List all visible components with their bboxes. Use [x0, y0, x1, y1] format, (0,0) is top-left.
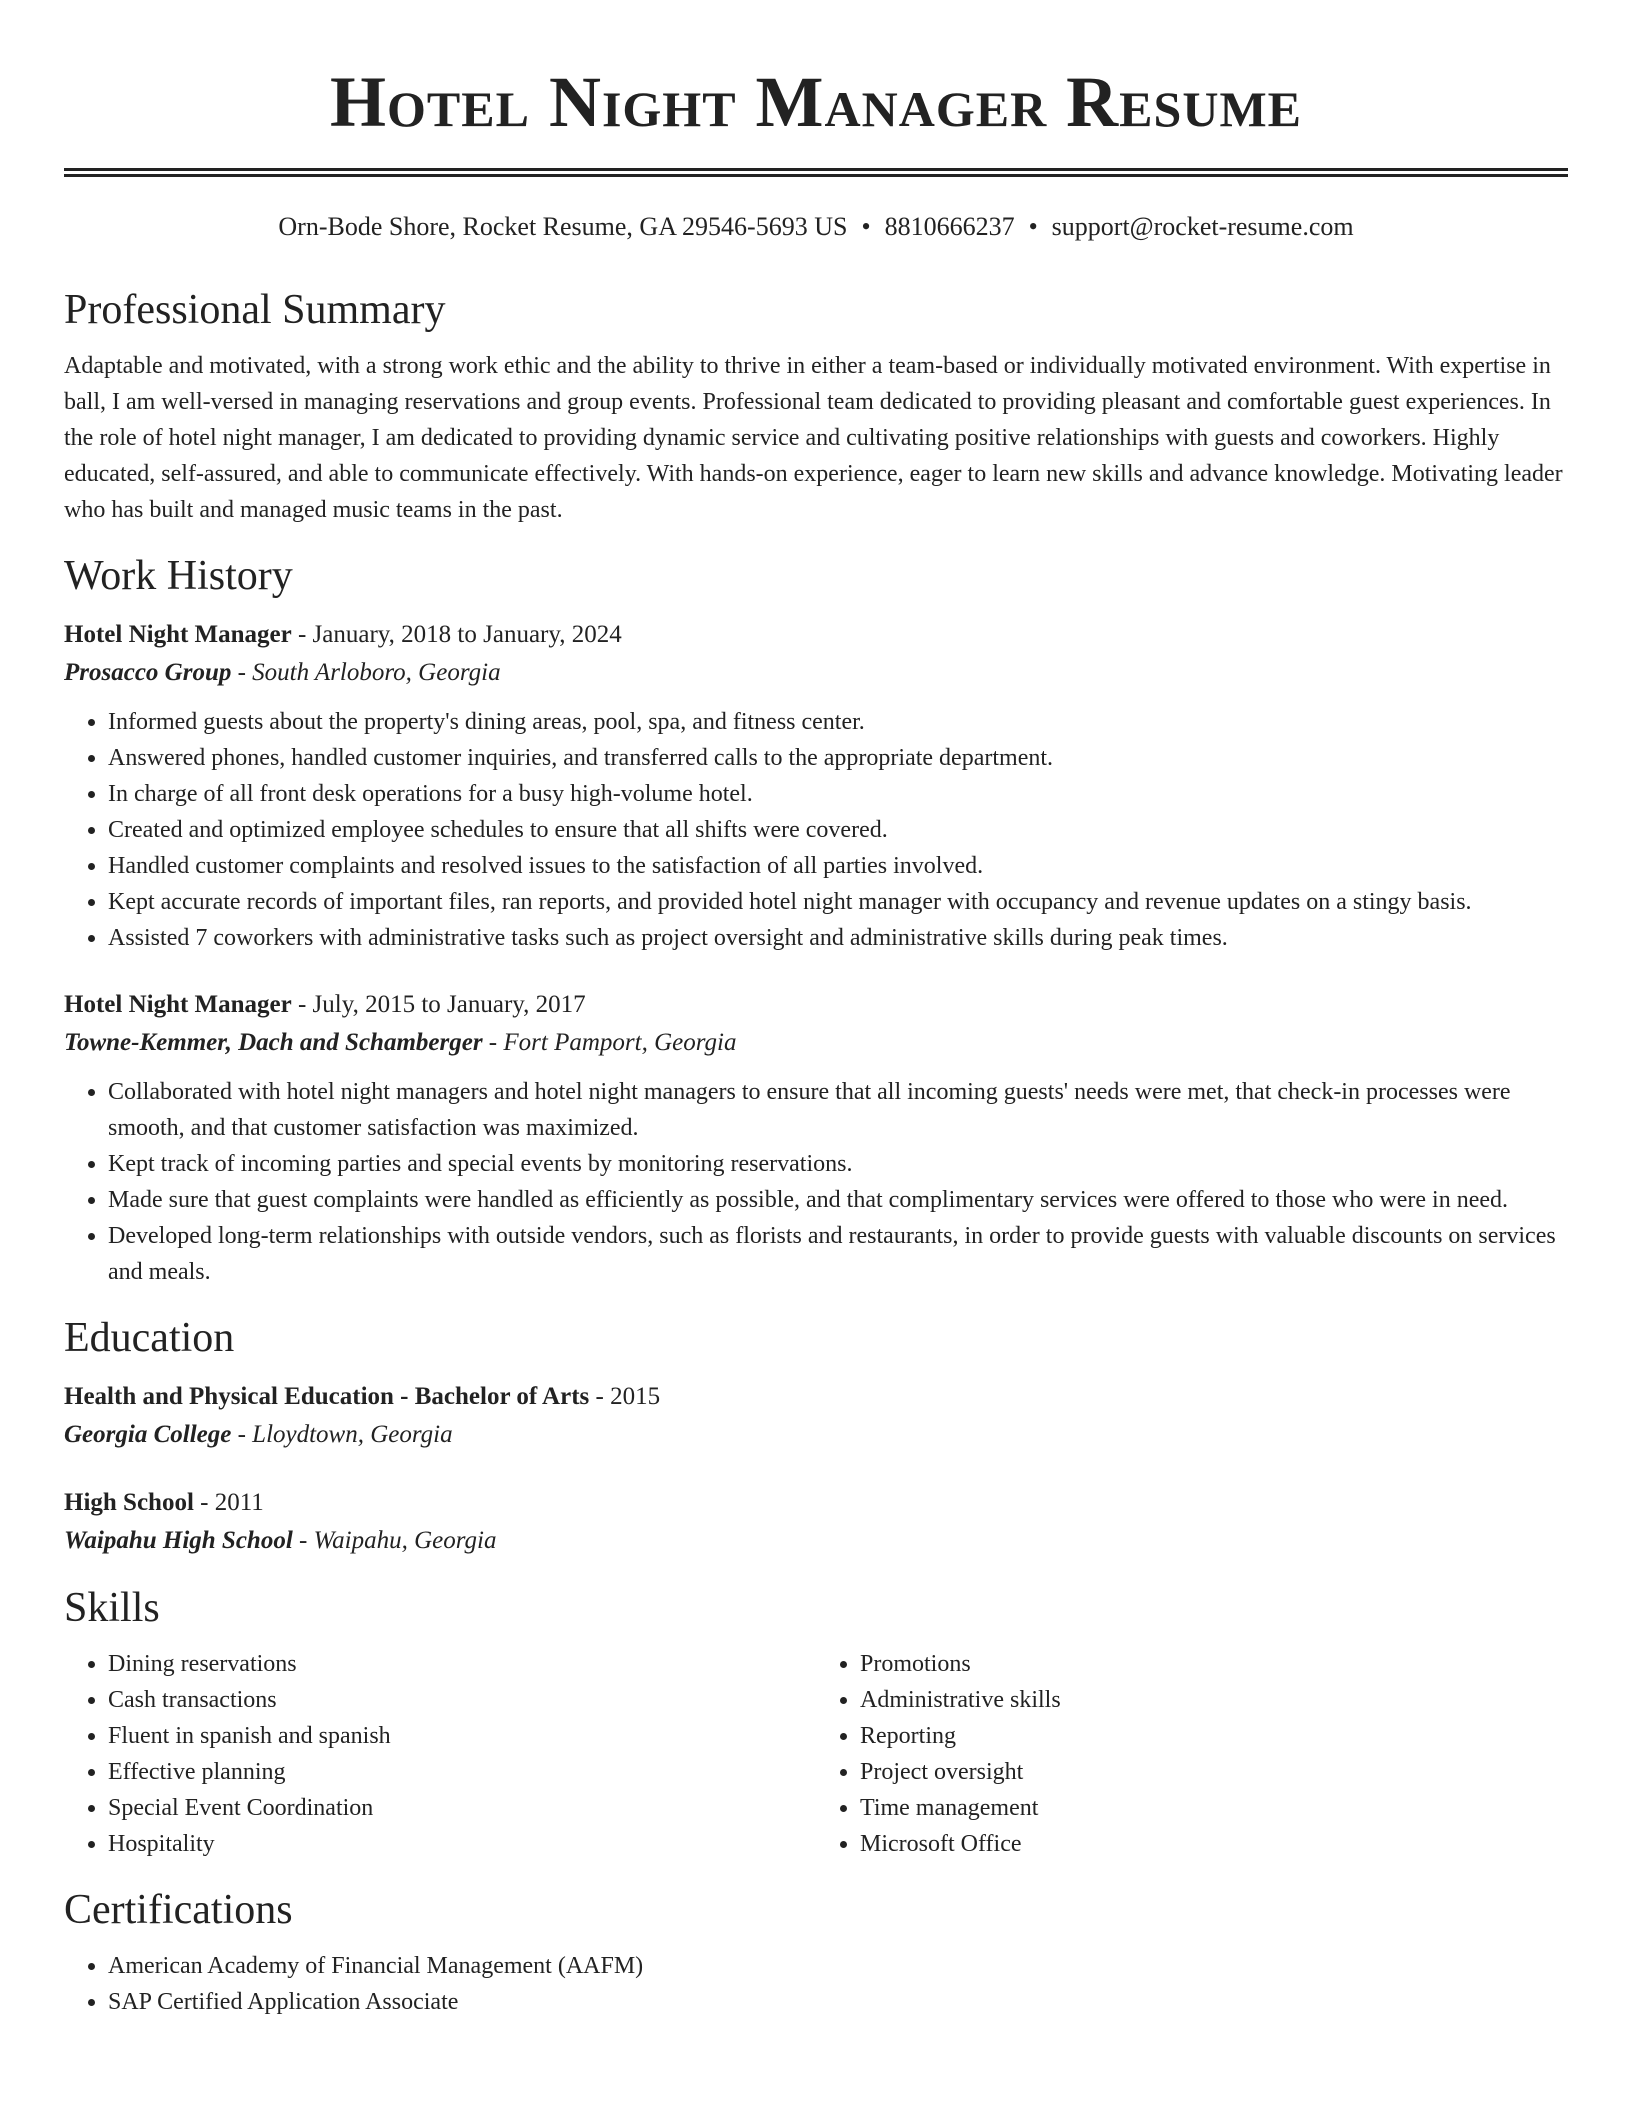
- skills-heading: Skills: [64, 1585, 160, 1631]
- contact-line: [64, 210, 1568, 244]
- certifications-heading: Certifications: [64, 1887, 293, 1933]
- job-bullet: • Kept track of incoming parties and special events by monitoring reservations.: [108, 1146, 1568, 1182]
- job-bullets: [64, 704, 1568, 956]
- education-school-line: [64, 1416, 1568, 1454]
- certification-item: • SAP Certified Application Associate: [108, 1984, 1568, 2020]
- skill-item: • Hospitality: [108, 1826, 816, 1862]
- education-location: - Waipahu, Georgia: [292, 1527, 497, 1554]
- job-dates: - July, 2015 to January, 2017: [291, 991, 586, 1018]
- job-title: Hotel Night Manager: [64, 991, 292, 1018]
- resume-title: Hotel Night Manager Resume: [330, 62, 1302, 142]
- skill-item: • Microsoft Office: [860, 1826, 1568, 1862]
- education-degree-line: [64, 1484, 1568, 1522]
- resume-page: [64, 0, 1568, 2020]
- job-entry: [64, 616, 1568, 956]
- work-history-heading: Work History: [64, 553, 293, 599]
- skills-column-left: [64, 1646, 816, 1862]
- job-bullet: • Made sure that guest complaints were handled as efficiently as possible, and that complimentary services were offered to those who were in need.: [108, 1182, 1568, 1218]
- contact-email[interactable]: support@rocket-resume.com: [1051, 212, 1354, 241]
- job-place-line: [64, 1024, 1568, 1062]
- education-year: - 2015: [589, 1383, 661, 1410]
- job-bullet: • Created and optimized employee schedules to ensure that all shifts were covered.: [108, 812, 1568, 848]
- job-place-line: [64, 654, 1568, 692]
- skills-column-right: [816, 1646, 1568, 1862]
- education-school-line: [64, 1522, 1568, 1560]
- summary-text: Adaptable and motivated, with a strong work ethic and the ability to thrive in either a team-based or individually motivated environment. With expertise in ball, I am well-versed in managing reservations and group events. Professional team dedicated to providing pleasant and comfortable guest experiences. In the role of hotel night manager, I am dedicated to providing dynamic service and cultivating positive relationships with guests and coworkers. Highly educated, self-assured, and able to communicate effectively. With hands-on experience, eager to learn new skills and advance knowledge. Motivating leader who has built and managed music teams in the past.: [64, 353, 1563, 523]
- job-bullet: • Informed guests about the property's dining areas, pool, spa, and fitness center.: [108, 704, 1568, 740]
- education-heading: Education: [64, 1315, 235, 1361]
- education-degree-line: [64, 1378, 1568, 1416]
- education-location: - Lloydtown, Georgia: [231, 1421, 453, 1448]
- job-company: Towne-Kemmer, Dach and Schamberger: [64, 1029, 483, 1056]
- skill-item: • Fluent in spanish and spanish: [108, 1718, 816, 1754]
- job-title-line: [64, 986, 1568, 1024]
- job-title: Hotel Night Manager: [64, 621, 292, 648]
- job-bullet: • In charge of all front desk operations for a busy high-volume hotel.: [108, 776, 1568, 812]
- job-bullets: [64, 1074, 1568, 1290]
- summary-heading: Professional Summary: [64, 287, 446, 333]
- education-degree: Health and Physical Education - Bachelor of Arts: [64, 1383, 590, 1410]
- education-degree: High School: [64, 1489, 194, 1516]
- certification-item: • American Academy of Financial Management (AAFM): [108, 1948, 1568, 1984]
- job-bullet: • Handled customer complaints and resolved issues to the satisfaction of all parties involved.: [108, 848, 1568, 884]
- contact-address: Orn-Bode Shore, Rocket Resume, GA 29546-5693 US: [278, 212, 848, 241]
- skill-item: • Cash transactions: [108, 1682, 816, 1718]
- skill-item: • Special Event Coordination: [108, 1790, 816, 1826]
- contact-phone: 8810666237: [884, 212, 1015, 241]
- skill-item: • Project oversight: [860, 1754, 1568, 1790]
- skill-item: • Time management: [860, 1790, 1568, 1826]
- job-bullet: • Kept accurate records of important files, ran reports, and provided hotel night manager with occupancy and revenue updates on a stingy basis.: [108, 884, 1568, 920]
- job-bullet: • Answered phones, handled customer inquiries, and transferred calls to the appropriate department.: [108, 740, 1568, 776]
- job-dates: - January, 2018 to January, 2024: [291, 621, 622, 648]
- certifications-list: [64, 1948, 1568, 2020]
- education-school: Waipahu High School: [64, 1527, 293, 1554]
- job-title-line: [64, 616, 1568, 654]
- contact-separator: •: [1028, 212, 1038, 241]
- education-entry: [64, 1484, 1568, 1560]
- education-school: Georgia College: [64, 1421, 232, 1448]
- skill-item: • Dining reservations: [108, 1646, 816, 1682]
- title-divider: [64, 168, 1568, 177]
- education-year: - 2011: [193, 1489, 264, 1516]
- job-location: - South Arloboro, Georgia: [231, 659, 501, 686]
- skill-item: • Promotions: [860, 1646, 1568, 1682]
- job-bullet: • Developed long-term relationships with outside vendors, such as florists and restaurants, in order to provide guests with valuable discounts on services and meals.: [108, 1218, 1568, 1290]
- job-company: Prosacco Group: [64, 659, 232, 686]
- contact-separator: •: [861, 212, 871, 241]
- skill-item: • Effective planning: [108, 1754, 816, 1790]
- job-bullet: • Collaborated with hotel night managers and hotel night managers to ensure that all incoming guests' needs were met, that check-in processes were smooth, and that customer satisfaction was maximized.: [108, 1074, 1568, 1146]
- job-bullet: • Assisted 7 coworkers with administrative tasks such as project oversight and administrative skills during peak times.: [108, 920, 1568, 956]
- skill-item: • Administrative skills: [860, 1682, 1568, 1718]
- job-location: - Fort Pamport, Georgia: [482, 1029, 737, 1056]
- skills-grid: [64, 1646, 1568, 1862]
- education-entry: [64, 1378, 1568, 1454]
- job-entry: [64, 986, 1568, 1290]
- skill-item: • Reporting: [860, 1718, 1568, 1754]
